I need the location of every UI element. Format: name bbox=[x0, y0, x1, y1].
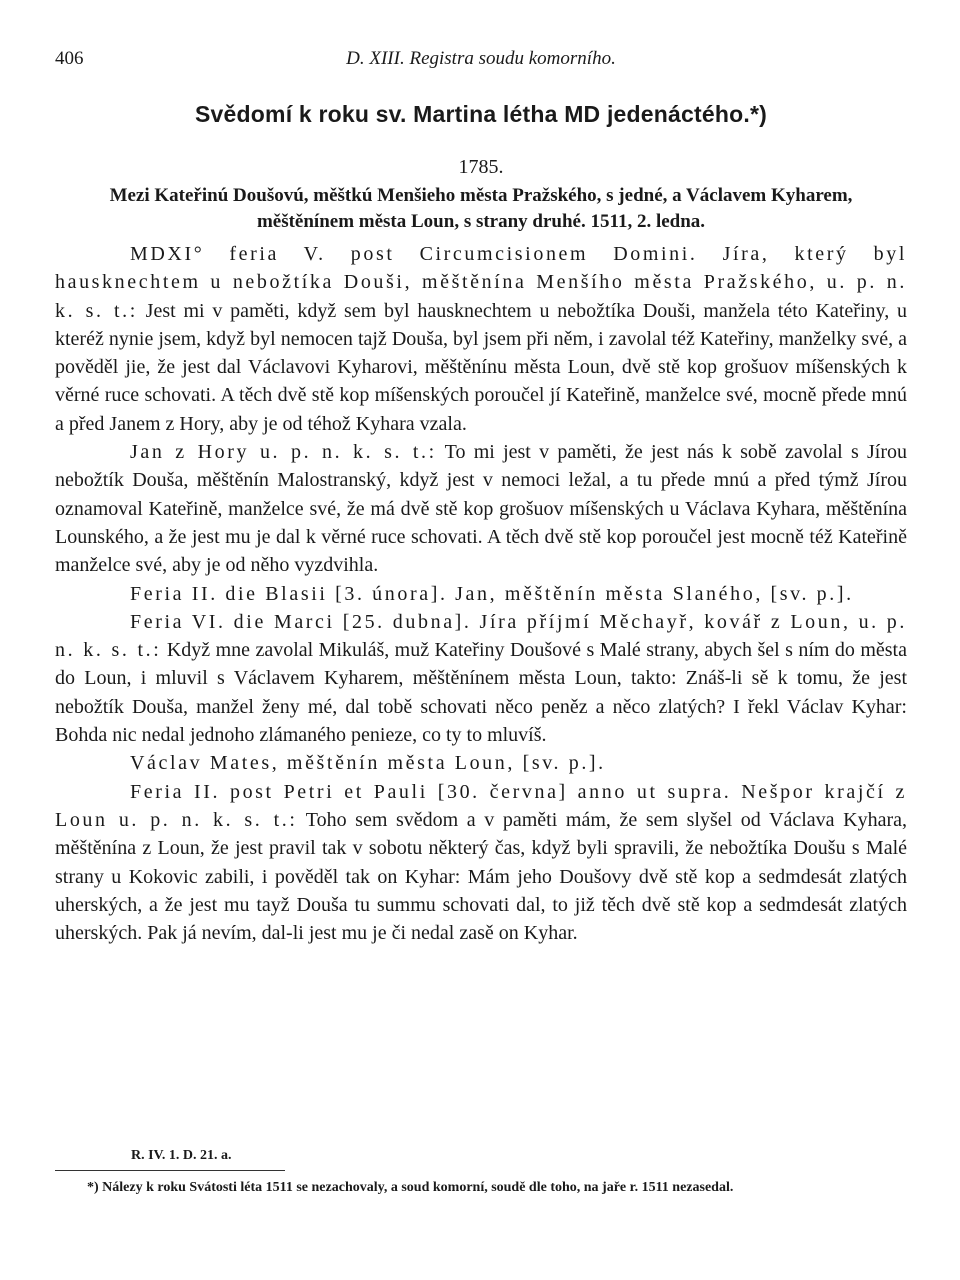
footnote: *) Nálezy k roku Svátosti léta 1511 se nezachovaly, a soud komorní, soudě dle toho, na jaře r. 1511 nezasedal. bbox=[87, 1180, 734, 1195]
year-number: 1785. bbox=[458, 156, 504, 178]
footnote-divider bbox=[55, 1170, 285, 1171]
paragraph-lead: MDXI° feria V. post Circumcisionem Domini. Jíra, který byl hausknechtem u nebožtíka Douši, měštěnína Menšího města Pražského, u. p. n. k. s. t.: bbox=[55, 243, 907, 322]
running-head bbox=[55, 48, 907, 74]
paragraph-text: To mi jest v paměti, že jest nás k sobě zavolal s Jírou nebožtík Douša, měštěnín Malostranský, když jest v nemoci ležal, a tu přede mnú a před týmž Jírou oznamoval Kateřině, manželce své, že má dvě stě kop grošuov míšenských u Václava Kyhara, měštěnína Lounského, a že jest mu je dal k věrné ruce schovati. A těch dvě stě kop poroučel jest mocně též Kateřině manželce své, aby je od něho vyzdvihla. bbox=[55, 441, 907, 577]
paragraph-lead: Feria II. post Petri et Pauli [30. června] anno ut supra. Nešpor krajčí z Loun u. p. n. k. s. t.: bbox=[55, 780, 907, 831]
paragraph-text: Toho sem svědom a v paměti mám, že sem slyšel od Václava Kyhara, měštěnína z Loun, že jest pravil tak v sobotu některý čas, když byli spravili, že nebožtíka Doušu s Malé strany u Kokovic zabili, i pověděl tak on Kyhar: Mám jeho Doušovy dvě stě kop a sedmdesát zlatých uherských, a že jest mu tayž Douša tu summu schovati dal, to již těch dvě stě kop a sedmdesát zlatých uherských. Pak já nevím, dal-li jest mu je či nedal zasě on Kyhar. bbox=[55, 808, 908, 945]
section-title: Svědomí k roku sv. Martina létha MD jedenáctého.*) bbox=[195, 101, 767, 127]
paragraph-testimony-2 bbox=[55, 438, 907, 579]
case-heading-line-1: Mezi Kateřinú Doušovú, měštkú Menšieho města Pražského, s jedné, a Václavem Kyharem, bbox=[109, 185, 853, 206]
paragraph-text: Když mne zavolal Mikuláš, muž Kateřiny Doušové s Malé strany, abych šel s ním do města do Loun, i mluvil s Václavem Kyharem, měštěnínem města Loun, takto: Znáš-li sě k tomu, že jest nebožtík Douša, manžel ženy mé, dal tobě schovati něco peněz a něco zlatých? I řekl Václav Kyhar: Bohda nic nedal jednoho zlámaného penieze, co ty to mluvíš. bbox=[55, 639, 907, 747]
paragraph-testimony-6 bbox=[55, 778, 907, 948]
paragraph-testimony-4 bbox=[55, 608, 907, 749]
paragraph-testimony-5 bbox=[55, 749, 907, 777]
paragraph-testimony-3 bbox=[55, 580, 907, 608]
paragraph-lead: Feria VI. die Marci [25. dubna]. Jíra příjmí Měchayř, kovář z Loun, u. p. n. k. s. t.: bbox=[55, 610, 907, 662]
case-heading bbox=[55, 183, 907, 235]
paragraph-lead: Václav Mates, měštěnín města Loun, [sv. p.]. bbox=[130, 752, 606, 775]
paragraph-lead: Jan z Hory u. p. n. k. s. t.: bbox=[130, 441, 437, 464]
page-number: 406 bbox=[55, 48, 84, 69]
case-heading-line-2: měštěnínem města Loun, s strany druhé. 1511, 2. ledna. bbox=[256, 211, 706, 232]
paragraph-testimony-1 bbox=[55, 240, 907, 438]
paragraph-text: Jest mi v paměti, když sem byl hausknechtem u nebožtíka Douši, manžela této Kateřiny, u kteréž nynie jsem, když byl nemocen tajž Douša, byl jsem při něm, i zavolal též Kateřiny, manželky své, a pověděl jie, že jest dal Václavovi Kyharovi, měštěnínu města Loun, dvě stě kop grošuov míšenských k věrné ruce schovati. A těch dvě stě kop míšenských poroučel jí Kateřině, manželce své, mocně přede mnú a před Janem z Hory, aby je od téhož Kyhara vzala. bbox=[55, 299, 908, 435]
body-text bbox=[55, 240, 907, 947]
paragraph-lead: Feria II. die Blasii [3. února]. Jan, měštěnín města Slaného, [sv. p.]. bbox=[130, 582, 854, 605]
running-title: D. XIII. Registra soudu komorního. bbox=[346, 48, 616, 69]
source-reference: R. IV. 1. D. 21. a. bbox=[131, 1148, 232, 1163]
